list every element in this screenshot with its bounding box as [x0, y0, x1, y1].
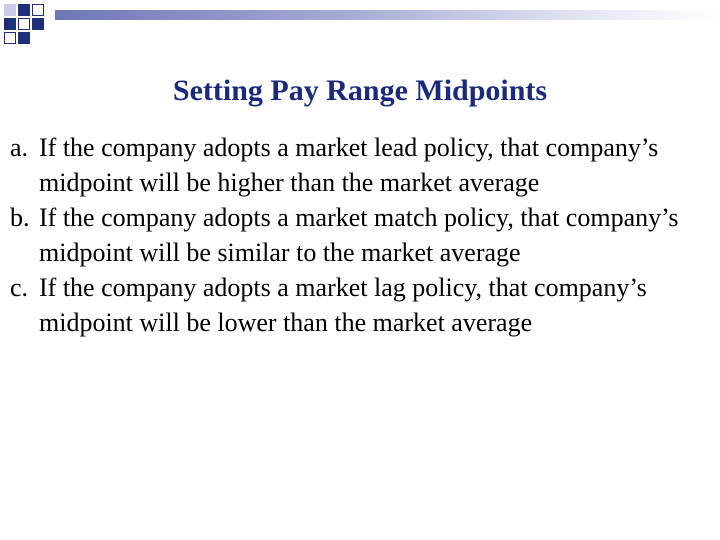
list-item-text: If the company adopts a market lead policy, that company’s midpoint will be higher than the market average: [39, 133, 659, 197]
list-item: [10, 130, 710, 200]
top-gradient-band: [55, 10, 720, 20]
list-marker: b.: [10, 203, 30, 232]
decorative-square: [18, 4, 30, 16]
list-item-text: If the company adopts a market lag policy, that company’s midpoint will be lower than the market average: [39, 273, 647, 337]
decorative-square: [18, 32, 30, 44]
decorative-square: [18, 18, 30, 30]
bullet-list: [10, 130, 710, 340]
list-marker: a.: [10, 133, 29, 162]
list-marker: c.: [10, 273, 29, 302]
slide-title: Setting Pay Range Midpoints: [172, 74, 548, 107]
decorative-square: [4, 18, 16, 30]
decorative-square: [4, 32, 16, 44]
decorative-square: [32, 4, 44, 16]
list-item-text: If the company adopts a market match policy, that company’s midpoint will be similar to the market average: [39, 203, 679, 267]
decorative-squares: [0, 0, 60, 50]
decorative-square: [4, 4, 16, 16]
list-item: [10, 270, 710, 340]
list-item: [10, 200, 710, 270]
decorative-square: [32, 18, 44, 30]
